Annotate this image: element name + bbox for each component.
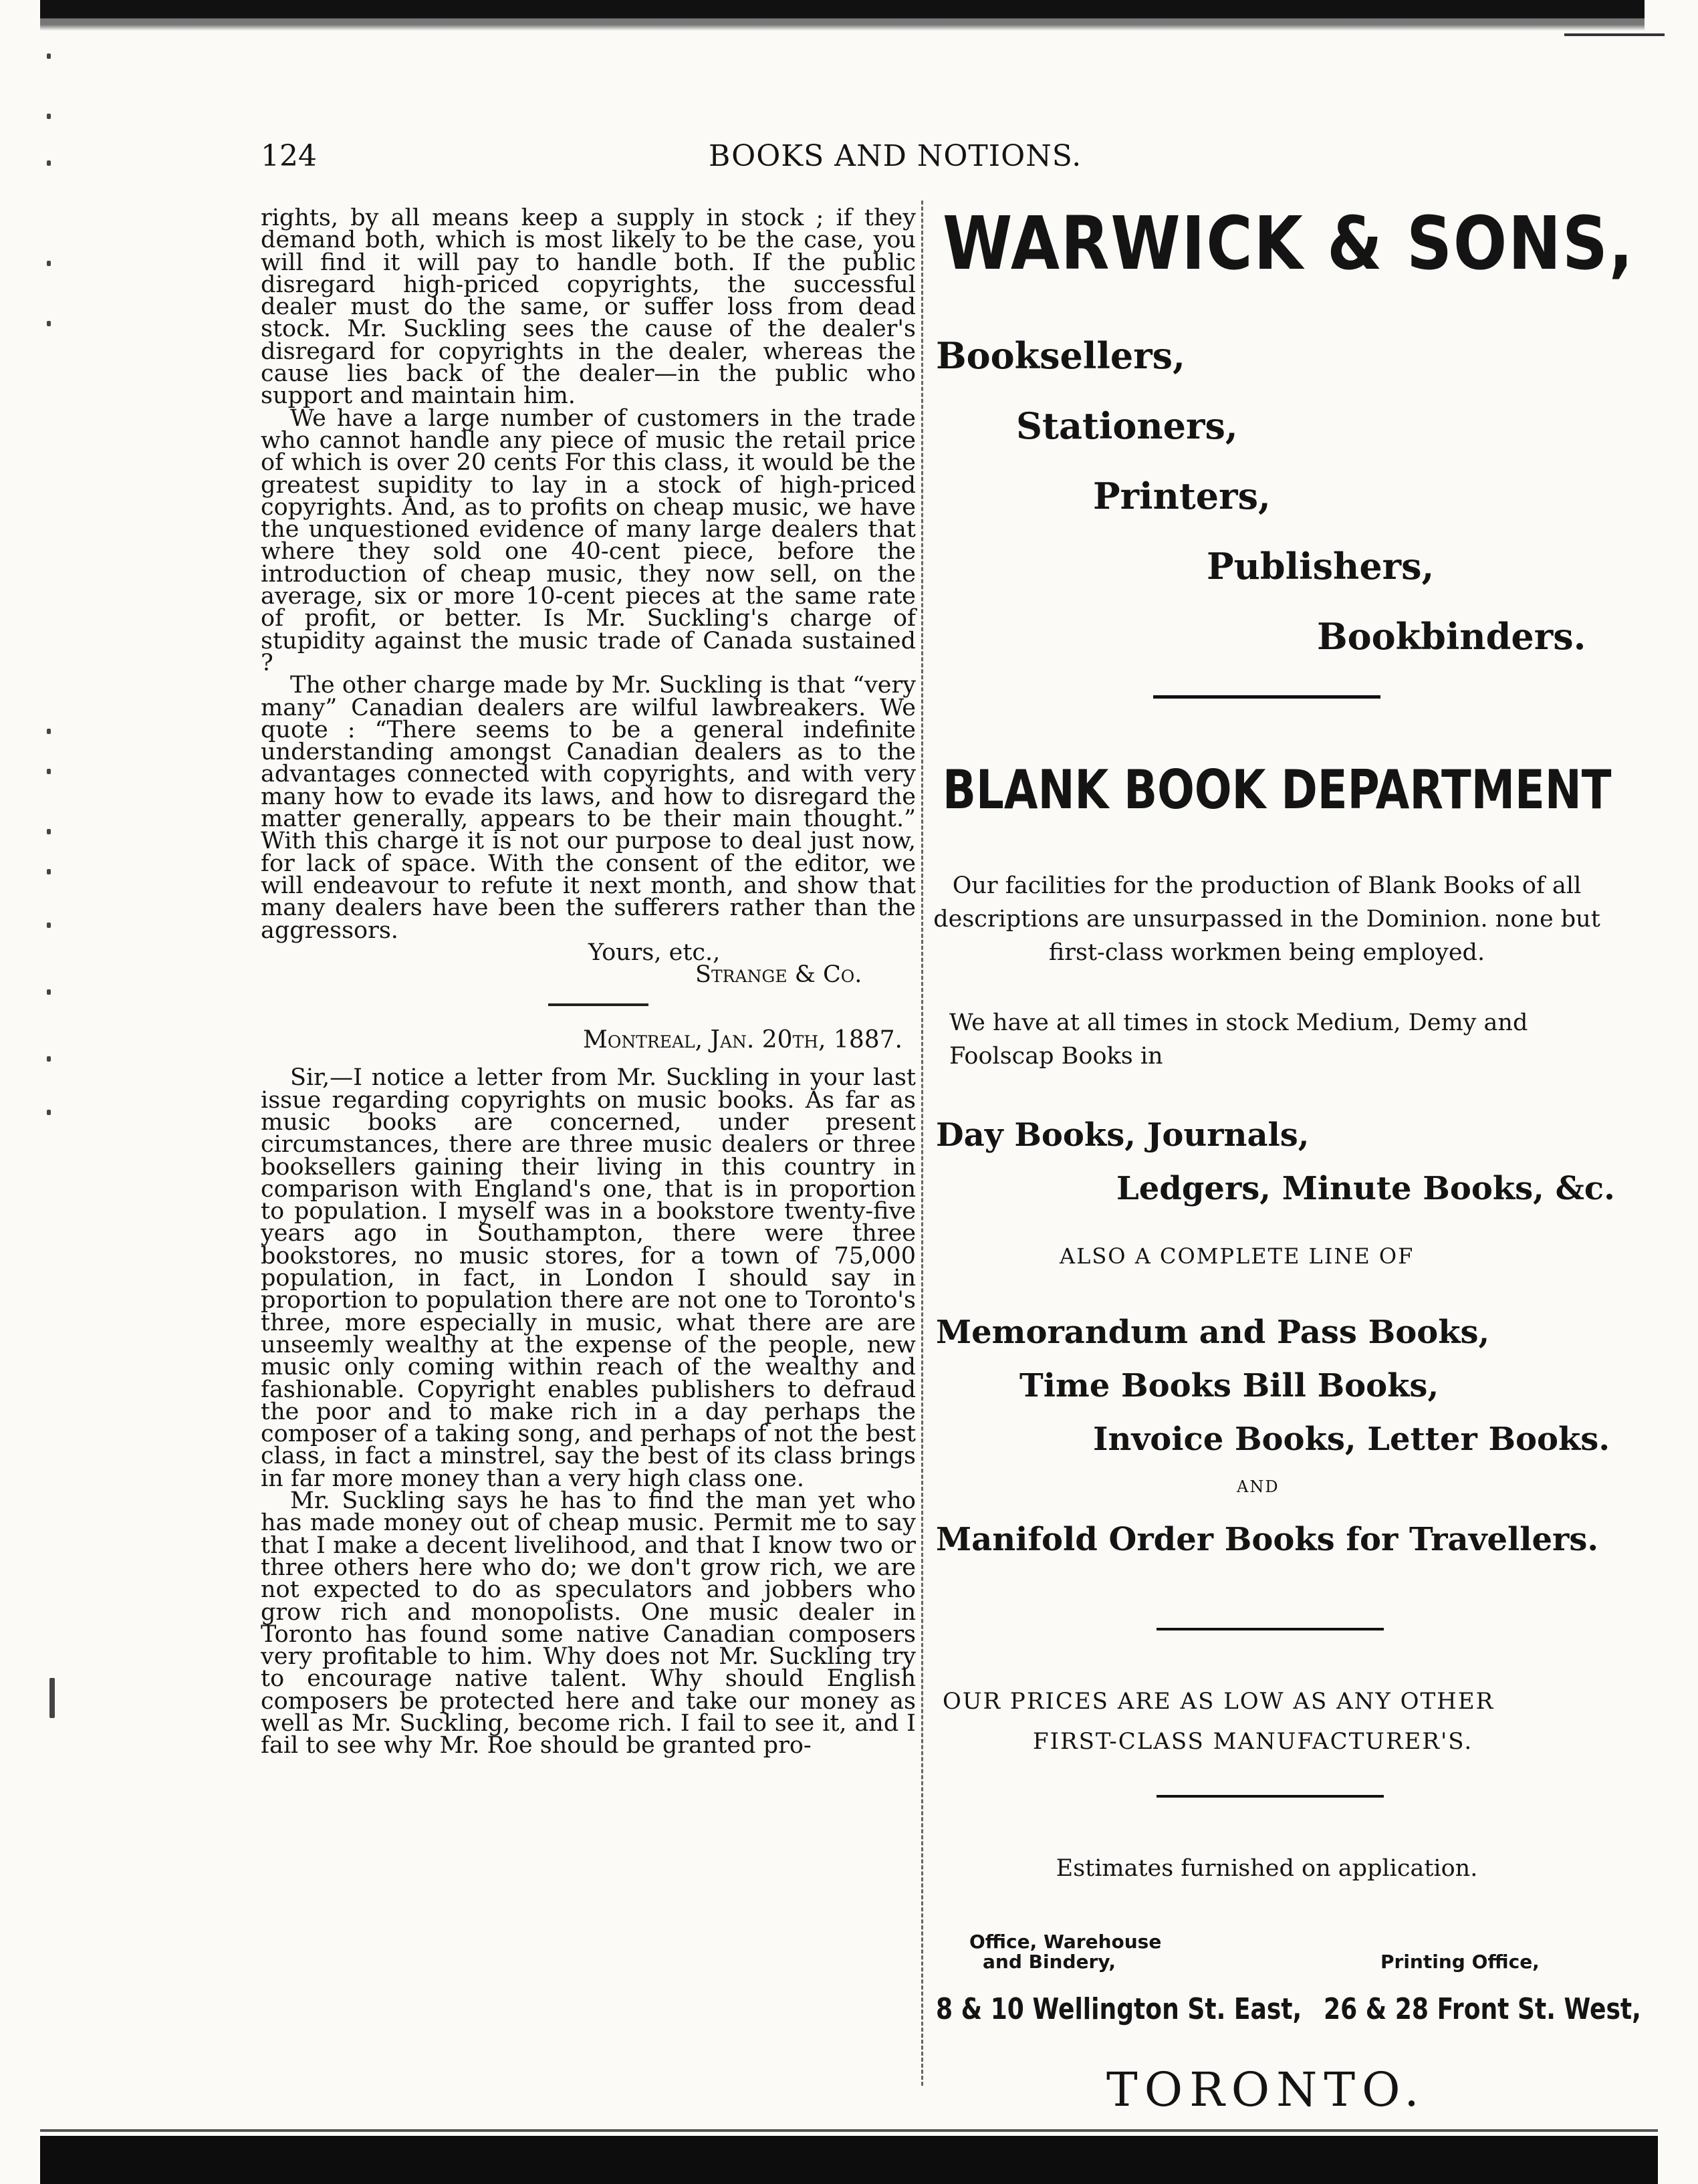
- memorandum-line: Memorandum and Pass Books,: [936, 1314, 1490, 1351]
- trade-stationers: Stationers,: [1016, 404, 1238, 447]
- ad-rule-3: [1157, 1795, 1384, 1798]
- ad-rule-1: [1153, 695, 1380, 699]
- scan-top-edge: [40, 0, 1645, 31]
- letter1-paragraph-3: The other charge made by Mr. Suckling is that “very many” Canadian dealers are wilful lawbreakers. We quote : “There seems to be a general indefinite understanding amongst Canadian dealers as to the advantages connected with copyrights, and with very many how to evade its laws, and how to disregard the matter generally, appears to be their main thought.” With this charge it is not our purpose to deal just now, for lack of space. With the consent of the editor, we will endeavour to refute it next month, and show that many dealers have been the sufferers rather than the aggressors.: [261, 672, 916, 944]
- ledgers-line: Ledgers, Minute Books, &c.: [1116, 1170, 1615, 1207]
- office-label-1: Office, Warehouse: [969, 1931, 1162, 1953]
- letter1-signature: Strange & Co.: [695, 961, 862, 989]
- and-connector: AND: [1237, 1477, 1280, 1496]
- ad-rule-2: [1157, 1628, 1384, 1630]
- letter1-closing: Yours, etc.,: [588, 939, 721, 966]
- prices-line-2: FIRST-CLASS MANUFACTURER'S.: [1033, 1728, 1473, 1755]
- letter2-dateline: Montreal, Jan. 20th, 1887.: [582, 1026, 902, 1054]
- invoice-books-line: Invoice Books, Letter Books.: [1093, 1421, 1610, 1458]
- manifold-line: Manifold Order Books for Travellers.: [936, 1521, 1599, 1558]
- estimates-text: Estimates furnished on application.: [1056, 1855, 1478, 1882]
- firm-name: WARWICK & SONS,: [943, 201, 1634, 286]
- trade-booksellers: Booksellers,: [936, 334, 1185, 377]
- letter1-paragraph-2: We have a large number of customers in the trade who cannot handle any piece of music the retail price of which is over 20 cents For this class, it would be the greatest supidity to lay in a stock of high-priced copyrights. And, as to profits on cheap music, we have the unquestioned evidence of many large dealers that where they sold one 40-cent piece, before the introduction of cheap music, they now sell, on the average, six or more 10-cent pieces at the same rate of profit, or better. Is Mr. Suckling's charge of stupidity against the music trade of Canada sustained ?: [261, 404, 916, 677]
- scan-top-mark: [1564, 33, 1665, 36]
- trade-bookbinders: Bookbinders.: [1317, 615, 1586, 658]
- scan-left-margin-marks: [47, 40, 67, 1979]
- printing-address: 26 & 28 Front St. West,: [1324, 1992, 1641, 2026]
- day-books-line: Day Books, Journals,: [936, 1116, 1310, 1154]
- stock-text: We have at all times in stock Medium, Demy and Foolscap Books in: [949, 1009, 1528, 1070]
- journal-title: BOOKS AND NOTIONS.: [709, 139, 1082, 173]
- letter1-paragraph-1: rights, by all means keep a supply in stock ; if they demand both, which is most likely to be the case, you will find it will pay to handle both. If the public disregard high-priced copyrights, the successful dealer must do the same, or suffer loss from dead stock. Mr. Suckling sees the cause of the dealer's disregard for copyrights in the dealer, whereas the cause lies back of the dealer—in the public who support and maintain him.: [261, 205, 916, 410]
- facilities-text: Our facilities for the production of Blank Books of all descriptions are unsurpassed in the Dominion. none but first-class workmen being employed.: [933, 872, 1600, 966]
- page-number: 124: [261, 139, 317, 173]
- letter2-paragraph-1: Sir,—I notice a letter from Mr. Suckling in your last issue regarding copyrights on music books. As far as music books are concerned, under present circumstances, there are three music dealers or three booksellers gaining their living in this country in comparison with England's one, that is in proportion to population. I myself was in a bookstore twenty-five years ago in Southampton, there were three bookstores, no music stores, for a town of 75,000 population, in fact, in London I should say in proportion to population there are not one to Toronto's three, more especially in music, what there are are unseemly wealthy at the expense of the people, new music only coming within reach of the wealthy and fashionable. Copyright enables publishers to defraud the poor and to make rich in a day perhaps the composer of a taking song, and perhaps of not the best class, in fact a minstrel, say the best of its class brings in far more money than a very high class one.: [261, 1064, 916, 1492]
- time-books-line: Time Books Bill Books,: [1019, 1367, 1439, 1405]
- printing-label: Printing Office,: [1380, 1951, 1540, 1973]
- letter-separator-rule: [548, 1003, 648, 1006]
- column-divider: [921, 201, 923, 2086]
- city-name: TORONTO.: [1106, 2062, 1426, 2117]
- trade-printers: Printers,: [1093, 475, 1271, 517]
- prices-line-1: OUR PRICES ARE AS LOW AS ANY OTHER: [943, 1688, 1495, 1715]
- scan-bottom-edge: [40, 2136, 1658, 2184]
- scan-bottom-rule: [40, 2129, 1658, 2132]
- office-address: 8 & 10 Wellington St. East,: [936, 1992, 1302, 2026]
- trade-publishers: Publishers,: [1207, 545, 1435, 588]
- letters-column: [261, 205, 916, 1760]
- department-heading: BLANK BOOK DEPARTMENT: [943, 759, 1612, 821]
- also-complete-line: ALSO A COMPLETE LINE OF: [1060, 1243, 1415, 1269]
- running-head: [261, 139, 1631, 179]
- office-label-2: and Bindery,: [983, 1951, 1116, 1973]
- letter2-paragraph-2: Mr. Suckling says he has to find the man yet who has made money out of cheap music. Permit me to say that I make a decent livelihood, and that I know two or three others here who do; we don't grow rich, we are not expected to do as speculators and jobbers who grow rich and monopolists. One music dealer in Toronto has found some native Canadian composers very profitable to him. Why does not Mr. Suckling try to encourage native talent. Why should English composers be protected here and take our money as well as Mr. Suckling, become rich. I fail to see it, and I fail to see why Mr. Roe should be granted pro-: [261, 1487, 916, 1760]
